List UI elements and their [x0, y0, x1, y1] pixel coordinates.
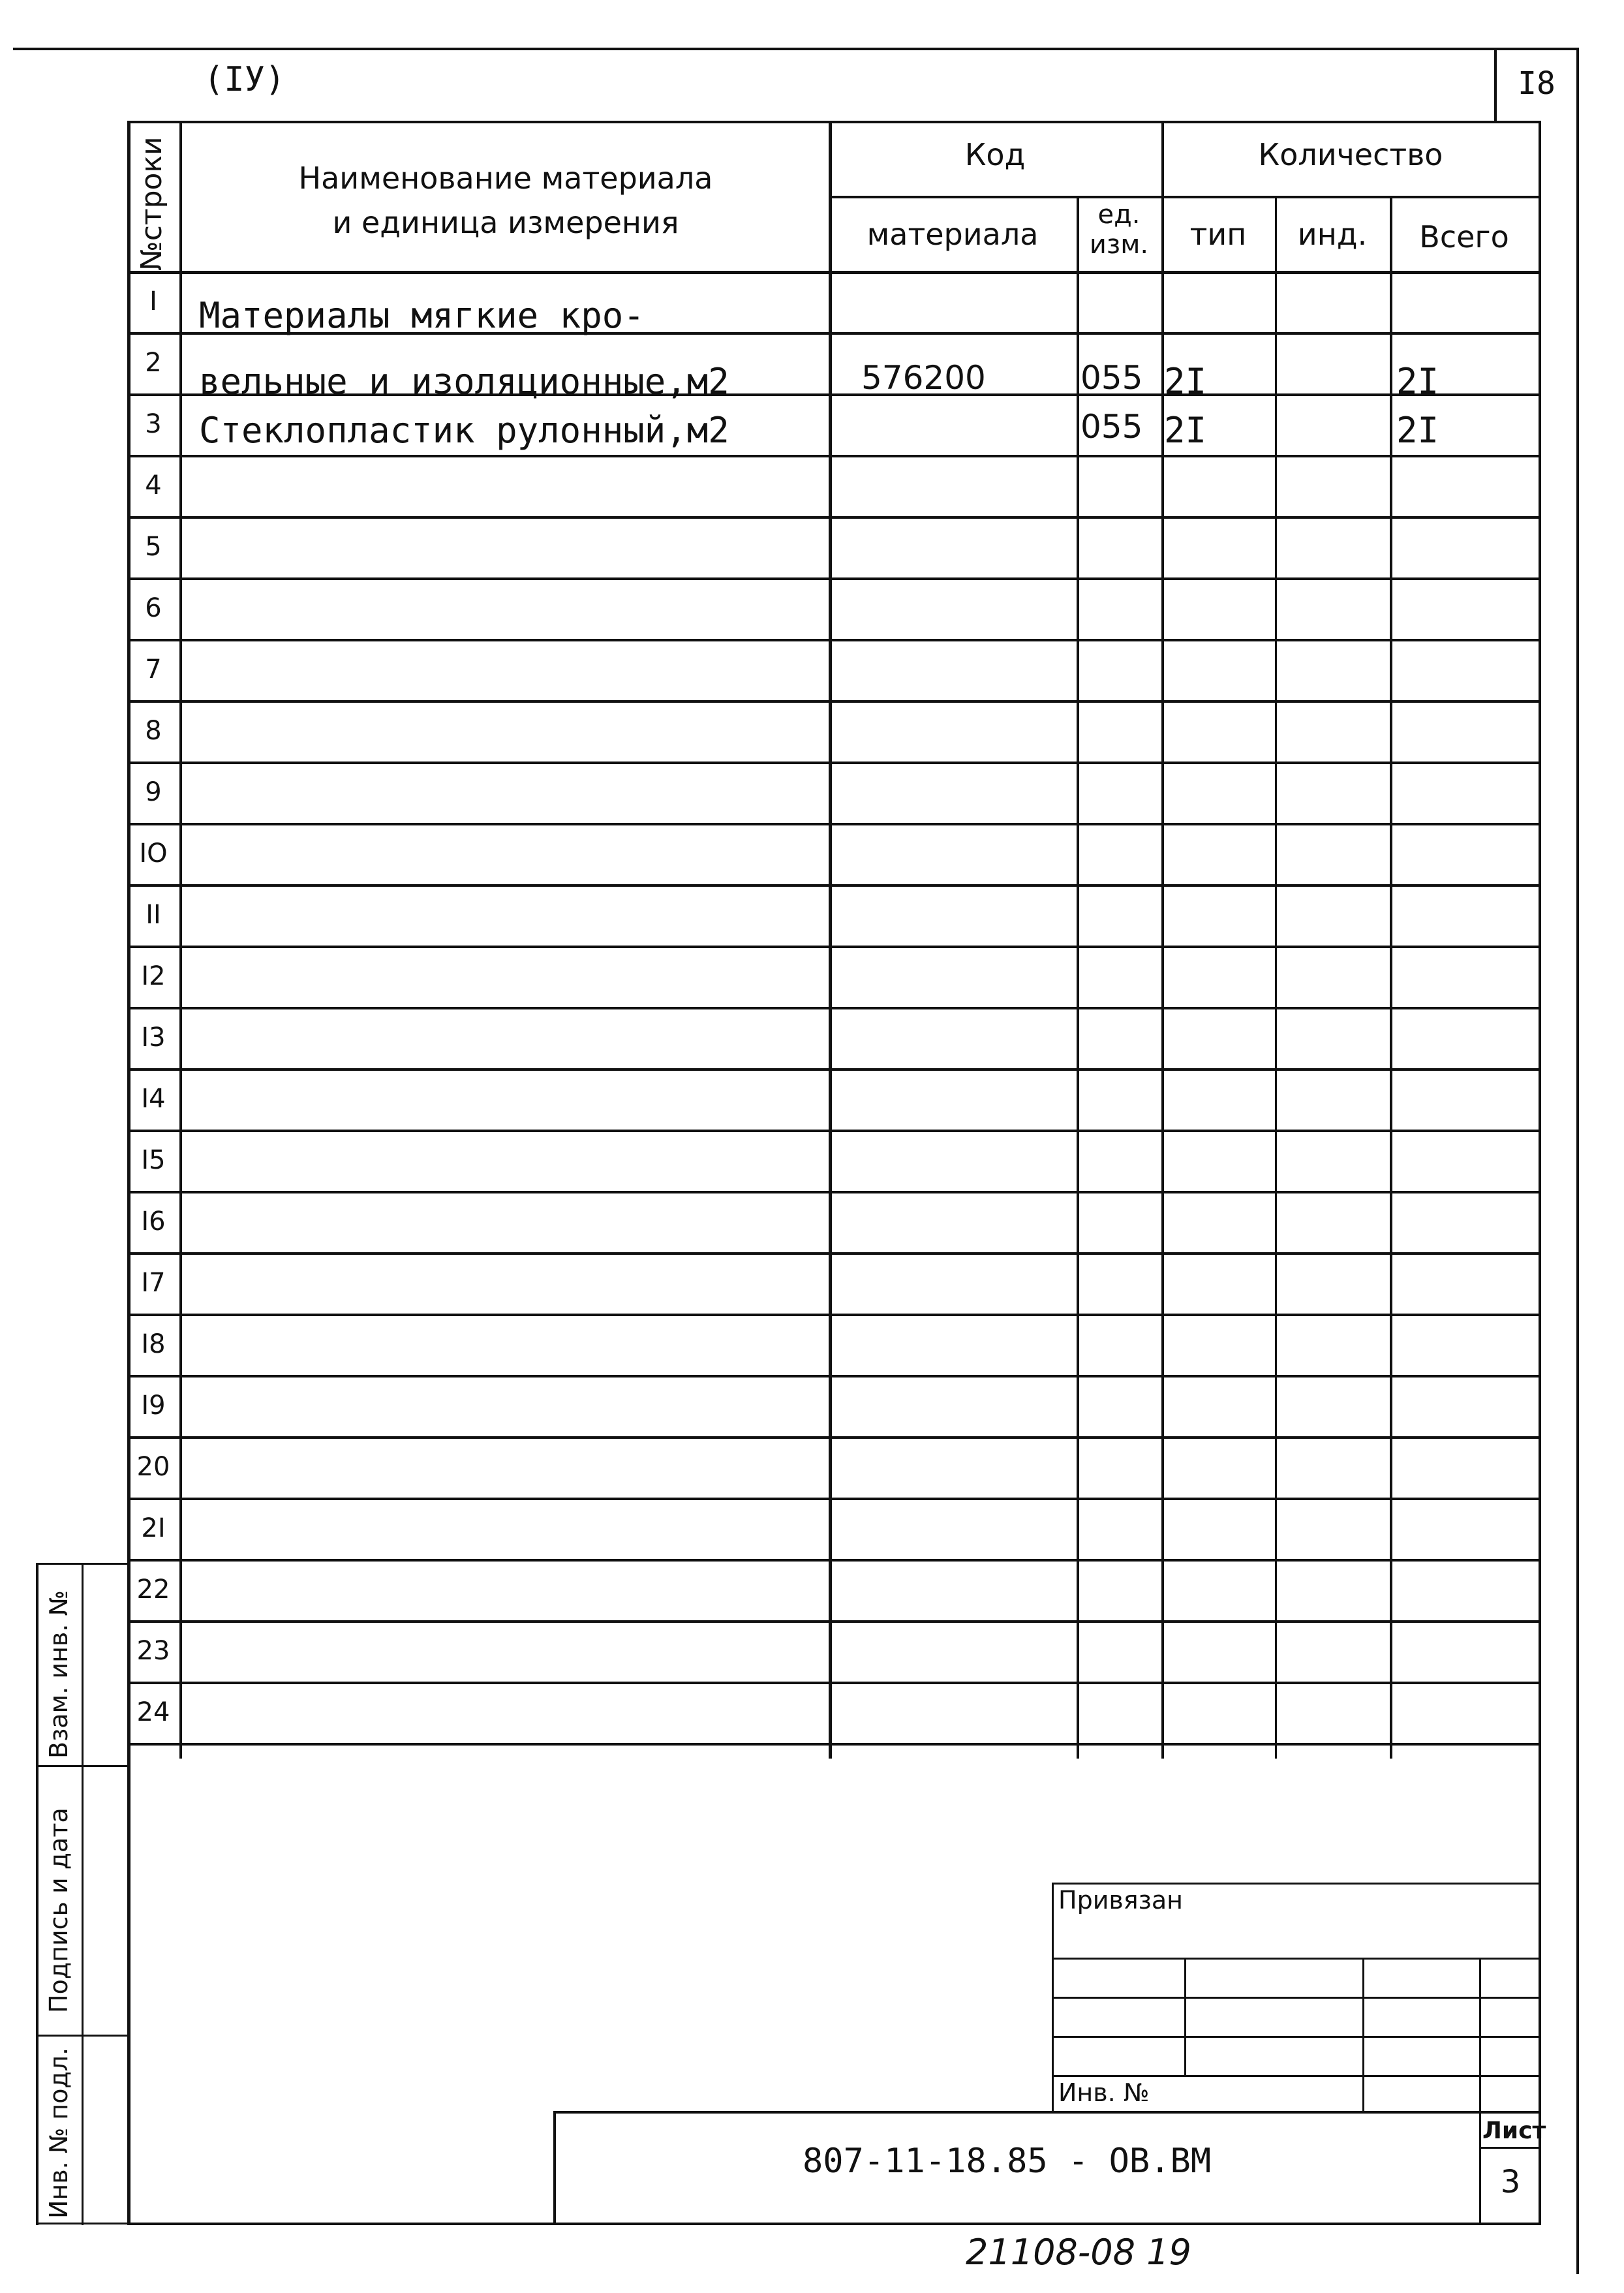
row-separator	[127, 884, 1540, 887]
frame-right-line	[1539, 121, 1541, 2225]
col-line-unit	[1077, 198, 1079, 1759]
header-ind: инд.	[1297, 217, 1368, 252]
header-name-line1: Наименование материала	[298, 161, 713, 196]
row-separator	[127, 1682, 1540, 1684]
row-separator	[127, 946, 1540, 948]
top-border-line	[13, 48, 1579, 50]
stamp-designation: 807-11-18.85 - ОВ.ВМ	[803, 2142, 1212, 2181]
row-separator	[127, 1375, 1540, 1377]
frame-top-line	[127, 121, 1540, 123]
row-number: IO	[139, 839, 168, 869]
row2-unit: 055	[1080, 359, 1143, 397]
row-number: 2I	[141, 1513, 166, 1543]
row-number: I8	[141, 1329, 166, 1359]
row-separator	[127, 1498, 1540, 1500]
stamp-privyazan: Привязан	[1058, 1886, 1183, 1915]
row-number: 6	[145, 593, 162, 623]
row-number: II	[146, 900, 161, 930]
page-number-box-left	[1494, 48, 1497, 121]
row-separator	[127, 700, 1540, 703]
side-inner-line	[82, 1563, 84, 2225]
row-number: I	[149, 286, 157, 316]
row-number: I4	[141, 1084, 166, 1114]
stamp-inv-no: Инв. №	[1058, 2078, 1150, 2107]
stamp-line-4	[1052, 2075, 1540, 2077]
row-number: 20	[136, 1452, 170, 1482]
header-subdivider	[829, 196, 1540, 198]
row-number: 23	[136, 1636, 170, 1666]
row-separator	[127, 1252, 1540, 1255]
row-number: 5	[145, 532, 162, 562]
side-label-vzam-inv: Взам. инв. №	[44, 1590, 73, 1759]
row-separator	[127, 516, 1540, 519]
header-bottom-line	[127, 271, 1540, 274]
frame-bottom-line	[127, 2223, 1540, 2225]
row3-total: 2I	[1396, 410, 1439, 451]
row2-code: 576200	[861, 359, 986, 397]
page-number: I8	[1518, 65, 1555, 102]
sheet-label-line	[1479, 2147, 1540, 2149]
header-quantity: Количество	[1258, 137, 1443, 172]
row-separator	[127, 823, 1540, 825]
row-number: I6	[141, 1207, 166, 1237]
row-separator	[127, 1436, 1540, 1439]
col-line-rownum	[179, 121, 182, 1759]
stamp-sheet-label: Лист	[1482, 2117, 1546, 2144]
row-separator	[127, 1007, 1540, 1009]
stamp-sheet-number: 3	[1500, 2164, 1521, 2200]
top-mark: (IУ)	[204, 60, 286, 99]
col-line-ind	[1275, 198, 1277, 1759]
row-separator	[127, 577, 1540, 580]
title-block-left-line	[553, 2111, 556, 2225]
row-number: I3	[141, 1023, 166, 1053]
row-separator	[127, 1559, 1540, 1562]
row2-type: 2I	[1164, 361, 1207, 402]
row-separator	[127, 762, 1540, 764]
row2-total: 2I	[1396, 361, 1439, 402]
side-divider-1	[36, 1765, 127, 1767]
row-number: I5	[141, 1145, 166, 1175]
row1-name: Материалы мягкие кро-	[199, 295, 645, 336]
row-separator	[127, 455, 1540, 457]
row-number: I7	[141, 1268, 166, 1298]
stamp-v-1	[1184, 1958, 1186, 2075]
header-name-line2: и единица измерения	[332, 205, 679, 240]
col-line-total	[1390, 198, 1392, 1759]
row-number: I9	[141, 1391, 166, 1421]
row-separator	[127, 1314, 1540, 1316]
header-total: Всего	[1419, 219, 1509, 254]
page-number-box-right	[1576, 48, 1579, 121]
row3-name: Стеклопластик рулонный,м2	[199, 410, 729, 451]
side-outer-line	[36, 1563, 38, 2225]
stamp-line-1	[1052, 1958, 1540, 1960]
header-code: Код	[964, 137, 1026, 172]
row-number: 4	[145, 470, 162, 500]
row3-unit: 055	[1080, 408, 1143, 446]
row-number: 3	[145, 409, 162, 439]
row-number: 9	[145, 777, 162, 807]
title-block-top-line	[553, 2111, 1540, 2114]
row-separator	[127, 1191, 1540, 1193]
side-label-podpis-data: Подпись и дата	[44, 1808, 73, 2013]
row3-type: 2I	[1164, 410, 1207, 451]
header-row-no: №строки	[135, 136, 168, 271]
stamp-v-2	[1362, 1958, 1364, 2111]
right-frame-line	[1576, 121, 1579, 2274]
row-separator	[127, 1130, 1540, 1132]
row-number: 22	[136, 1575, 170, 1605]
row-separator	[127, 1068, 1540, 1071]
row-separator	[127, 639, 1540, 641]
row-number: 24	[136, 1697, 170, 1727]
side-divider-2	[36, 2035, 127, 2037]
row-separator	[127, 1743, 1540, 1746]
col-line-code	[829, 121, 832, 1759]
row2-name: вельные и изоляционные,м2	[199, 361, 729, 402]
header-material-code: материала	[866, 217, 1039, 252]
stamp-line-3	[1052, 2036, 1540, 2038]
side-label-inv-podl: Инв. № подл.	[44, 2047, 73, 2219]
row-number: 2	[145, 348, 162, 378]
header-type: тип	[1189, 217, 1247, 252]
side-bottom-line	[36, 2223, 127, 2224]
stamp-top-line	[1052, 1883, 1540, 1885]
footer-handwritten-number: 21108-08 19	[966, 2232, 1191, 2273]
header-unit-line2: изм.	[1089, 230, 1149, 260]
stamp-line-2	[1052, 1997, 1540, 1999]
row-number: 8	[145, 716, 162, 746]
row-number: I2	[141, 961, 166, 991]
row-separator	[127, 1620, 1540, 1623]
stamp-v-3	[1479, 1958, 1481, 2225]
header-unit-line1: ед.	[1097, 200, 1141, 230]
row-number: 7	[145, 654, 162, 685]
